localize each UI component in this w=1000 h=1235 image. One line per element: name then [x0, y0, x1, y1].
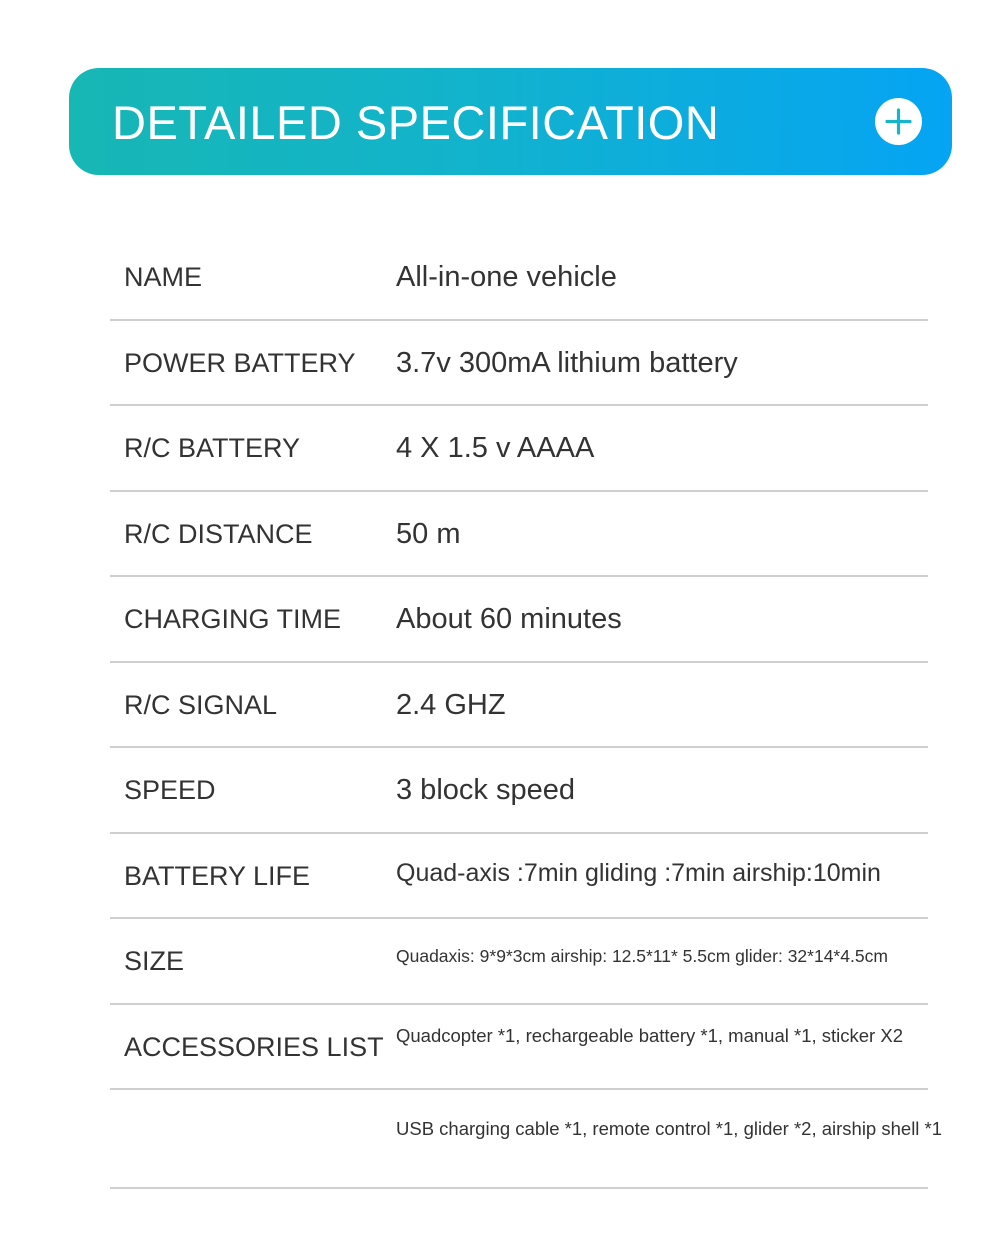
- spec-row-accessories-list: [110, 1005, 928, 1091]
- spec-value: Quadaxis: 9*9*3cm airship: 12.5*11* 5.5cm glider: 32*14*4.5cm: [396, 946, 888, 966]
- spec-row-power-battery: [110, 321, 928, 407]
- spec-value: About 60 minutes: [396, 603, 622, 635]
- spec-value: Quad-axis :7min gliding :7min airship:10min: [396, 858, 881, 887]
- spec-row-accessories-continued: [110, 1090, 943, 1189]
- expand-button[interactable]: [875, 98, 922, 145]
- spec-row-size: [110, 919, 928, 1005]
- spec-label: SIZE: [124, 946, 185, 976]
- spec-row-name: [110, 235, 928, 321]
- spec-value: 50 m: [396, 517, 461, 550]
- spec-row-rc-battery: [110, 406, 928, 492]
- spec-label: CHARGING TIME: [124, 604, 342, 634]
- spec-label: BATTERY LIFE: [124, 860, 311, 891]
- spec-label: NAME: [124, 262, 203, 292]
- spec-row-speed: [110, 748, 928, 834]
- spec-label: R/C DISTANCE: [124, 518, 313, 549]
- spec-value: USB charging cable *1, remote control *1, glider *2, airship shell *1: [396, 1118, 943, 1139]
- spec-value: 3.7v 300mA lithium battery: [396, 346, 738, 379]
- spec-value: Quadcopter *1, rechargeable battery *1, manual *1, sticker X2: [396, 1024, 903, 1046]
- spec-label: R/C BATTERY: [124, 433, 301, 463]
- spec-row-battery-life: [110, 834, 928, 920]
- spec-label: ACCESSORIES LIST: [124, 1031, 384, 1062]
- plus-icon: [875, 98, 922, 145]
- spec-header-banner: [69, 68, 952, 175]
- section-title: DETAILED SPECIFICATION: [112, 96, 720, 149]
- spec-label: SPEED: [124, 775, 216, 805]
- spec-row-rc-signal: [110, 663, 928, 749]
- spec-label: POWER BATTERY: [124, 347, 356, 378]
- spec-value: 4 X 1.5 v AAAA: [396, 432, 595, 464]
- spec-row-charging-time: [110, 577, 928, 663]
- spec-value: All-in-one vehicle: [396, 261, 617, 293]
- spec-table: [110, 235, 943, 1189]
- spec-label: R/C SIGNAL: [124, 689, 278, 720]
- spec-value: 3 block speed: [396, 774, 575, 806]
- spec-row-rc-distance: [110, 492, 928, 578]
- spec-value: 2.4 GHZ: [396, 688, 506, 721]
